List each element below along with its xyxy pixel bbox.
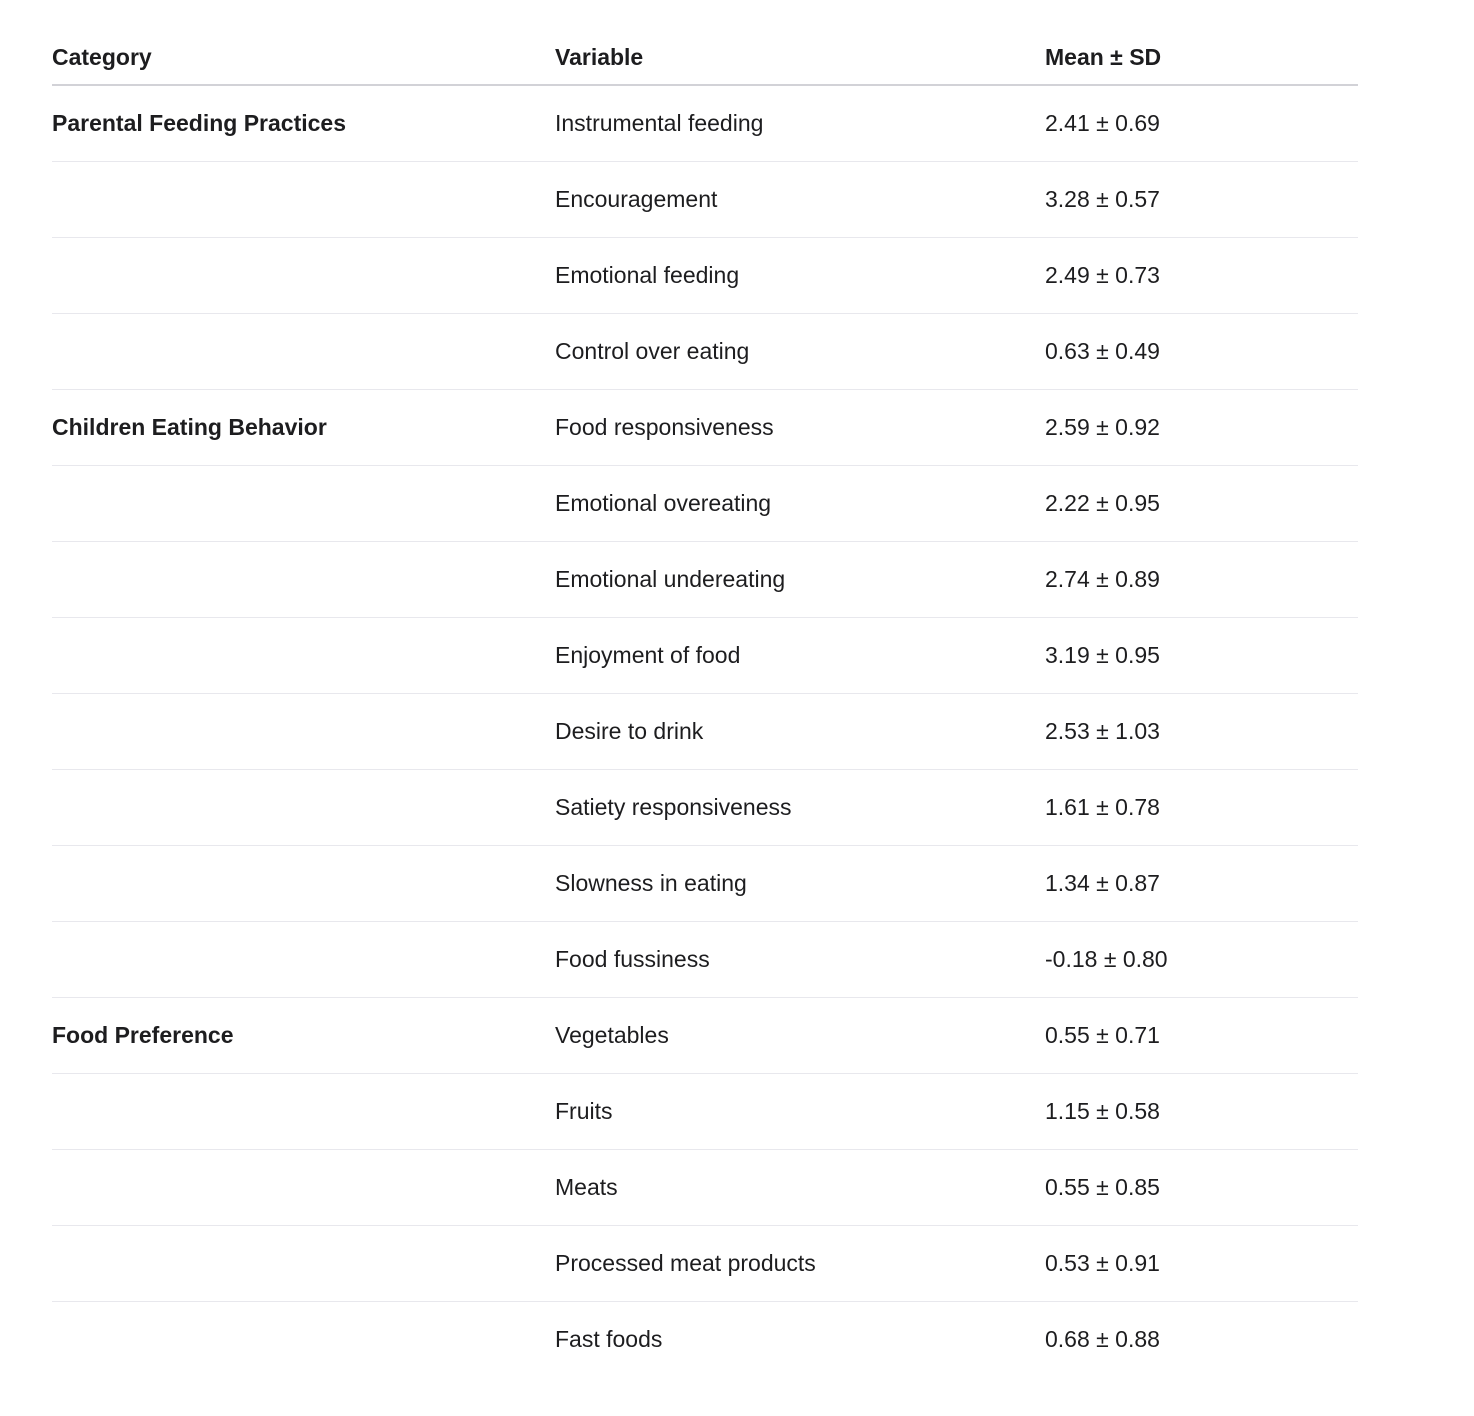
table-row: [52, 162, 1358, 238]
value-cell: 0.55 ± 0.71: [1045, 998, 1358, 1074]
category-cell: [52, 1302, 555, 1378]
value-cell: 2.53 ± 1.03: [1045, 694, 1358, 770]
table-row: [52, 85, 1358, 162]
category-cell: [52, 770, 555, 846]
category-cell: [52, 618, 555, 694]
variable-cell: Vegetables: [555, 998, 1045, 1074]
value-cell: 1.15 ± 0.58: [1045, 1074, 1358, 1150]
value-cell: 1.61 ± 0.78: [1045, 770, 1358, 846]
table-row: [52, 1226, 1358, 1302]
variable-cell: Emotional undereating: [555, 542, 1045, 618]
value-cell: 2.41 ± 0.69: [1045, 85, 1358, 162]
table-header-row: [52, 30, 1358, 85]
variable-cell: Food responsiveness: [555, 390, 1045, 466]
category-cell: [52, 1150, 555, 1226]
column-header-variable: Variable: [555, 30, 1045, 85]
category-cell: [52, 542, 555, 618]
table-row: [52, 1302, 1358, 1378]
value-cell: 2.49 ± 0.73: [1045, 238, 1358, 314]
variable-cell: Satiety responsiveness: [555, 770, 1045, 846]
table-row: [52, 1150, 1358, 1226]
table-row: [52, 846, 1358, 922]
variable-cell: Meats: [555, 1150, 1045, 1226]
variable-cell: Desire to drink: [555, 694, 1045, 770]
value-cell: 3.28 ± 0.57: [1045, 162, 1358, 238]
category-cell: Children Eating Behavior: [52, 390, 555, 466]
variable-cell: Control over eating: [555, 314, 1045, 390]
variable-cell: Instrumental feeding: [555, 85, 1045, 162]
table-row: [52, 1074, 1358, 1150]
table-row: [52, 922, 1358, 998]
variable-cell: Fast foods: [555, 1326, 663, 1352]
value-cell: -0.18 ± 0.80: [1045, 922, 1358, 998]
table-row: [52, 466, 1358, 542]
value-cell: 0.68 ± 0.88: [1045, 1326, 1160, 1352]
table-row: [52, 314, 1358, 390]
variable-cell: Emotional feeding: [555, 238, 1045, 314]
category-cell: [52, 314, 555, 390]
category-cell: [52, 922, 555, 998]
variable-cell: Fruits: [555, 1074, 1045, 1150]
value-cell: 2.74 ± 0.89: [1045, 542, 1358, 618]
data-table-container: [52, 30, 1358, 1377]
table-row: [52, 694, 1358, 770]
value-cell: 0.63 ± 0.49: [1045, 314, 1358, 390]
data-table: [52, 30, 1358, 1377]
table-row: [52, 238, 1358, 314]
variable-cell: Emotional overeating: [555, 466, 1045, 542]
category-cell: [52, 1226, 555, 1302]
category-cell: [52, 162, 555, 238]
category-cell: [52, 466, 555, 542]
value-cell: 1.34 ± 0.87: [1045, 846, 1358, 922]
column-header-category: Category: [52, 30, 555, 85]
value-cell: 3.19 ± 0.95: [1045, 618, 1358, 694]
category-cell: [52, 1074, 555, 1150]
value-cell: 0.53 ± 0.91: [1045, 1226, 1358, 1302]
category-cell: Parental Feeding Practices: [52, 85, 555, 162]
table-row: [52, 770, 1358, 846]
table-row: [52, 998, 1358, 1074]
variable-cell: Enjoyment of food: [555, 618, 1045, 694]
value-cell: 2.22 ± 0.95: [1045, 466, 1358, 542]
variable-cell: Food fussiness: [555, 922, 1045, 998]
value-cell: 2.59 ± 0.92: [1045, 390, 1358, 466]
column-header-mean-sd: Mean ± SD: [1045, 30, 1358, 85]
category-cell: Food Preference: [52, 998, 555, 1074]
category-cell: [52, 846, 555, 922]
variable-cell: Processed meat products: [555, 1226, 1045, 1302]
variable-cell: Slowness in eating: [555, 846, 1045, 922]
variable-cell: Encouragement: [555, 162, 1045, 238]
table-row: [52, 390, 1358, 466]
table-row: [52, 542, 1358, 618]
category-cell: [52, 694, 555, 770]
table-row: [52, 618, 1358, 694]
category-cell: [52, 238, 555, 314]
value-cell: 0.55 ± 0.85: [1045, 1150, 1358, 1226]
